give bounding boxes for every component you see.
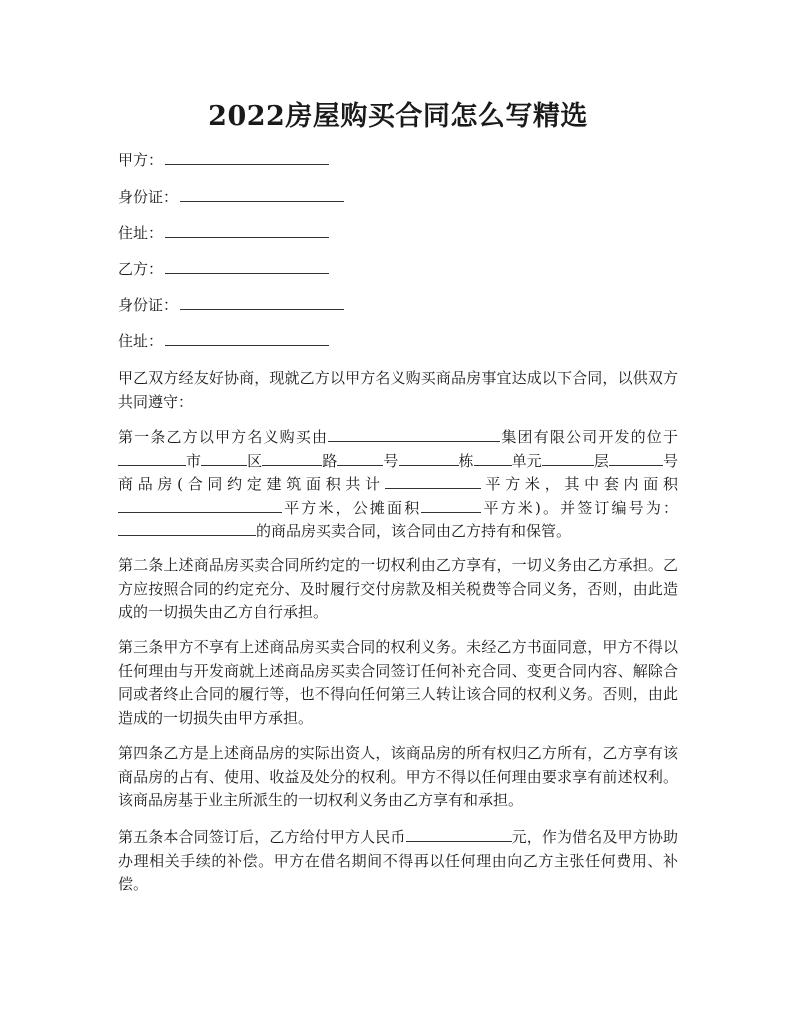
party-a-address-blank[interactable] bbox=[165, 223, 329, 238]
party-a-id-field bbox=[118, 187, 344, 207]
room-blank[interactable] bbox=[609, 451, 663, 466]
shared-area-label: 平方米)。并签订编号为： bbox=[481, 498, 678, 517]
floor-label: 层 bbox=[593, 451, 609, 470]
inner-area-blank[interactable] bbox=[118, 498, 282, 513]
article-1-paragraph bbox=[118, 426, 678, 544]
building-blank[interactable] bbox=[399, 451, 459, 466]
road-blank[interactable] bbox=[262, 451, 322, 466]
party-b-address-label: 住址： bbox=[118, 332, 164, 350]
city-label: 市 bbox=[186, 451, 202, 470]
article-4-text: 第四条乙方是上述商品房的实际出资人，该商品房的所有权归乙方所有，乙方享有该商品房的占有、使用、收益及处分的权利。甲方不得以任何理由要求享有前述权利。该商品房基于业主所派生的一切权利义务由乙方享有和承担。 bbox=[118, 744, 678, 809]
article-5-part2: 元，作为借名及甲方协助办理相关手续的补偿。甲方在借名期间不得再以任何理由向乙方主张任何费用、补偿。 bbox=[118, 828, 678, 893]
gross-area-blank[interactable] bbox=[385, 474, 481, 489]
party-a-label: 甲方： bbox=[118, 151, 164, 169]
inner-area-label: 平方米，公摊面积 bbox=[282, 498, 422, 517]
party-b-id-blank[interactable] bbox=[180, 295, 344, 310]
article-1-part1: 第一条乙方以甲方名义购买由 bbox=[118, 428, 329, 446]
article-2-text: 第二条上述商品房买卖合同所约定的一切权利由乙方享有，一切义务由乙方承担。乙方应按照合同的约定充分、及时履行交付房款及相关税费等合同义务，否则，由此造成的一切损失由乙方自行承担。 bbox=[118, 556, 678, 621]
party-b-field bbox=[118, 259, 329, 279]
article-5-paragraph bbox=[118, 826, 678, 897]
party-b-address-field bbox=[118, 331, 329, 351]
unit-label: 单元 bbox=[511, 451, 542, 470]
payment-amount-blank[interactable] bbox=[406, 827, 512, 842]
article-3-paragraph bbox=[118, 636, 678, 730]
article-5-part1: 第五条本合同签订后，乙方给付甲方人民币 bbox=[118, 828, 406, 846]
shared-area-blank[interactable] bbox=[421, 498, 481, 513]
article-4-paragraph bbox=[118, 742, 678, 813]
article-2-paragraph bbox=[118, 554, 678, 625]
unit-blank[interactable] bbox=[474, 451, 512, 466]
floor-blank[interactable] bbox=[542, 451, 594, 466]
city-blank[interactable] bbox=[118, 451, 186, 466]
contract-number-blank[interactable] bbox=[118, 521, 256, 536]
party-b-address-blank[interactable] bbox=[165, 331, 329, 346]
party-a-address-field bbox=[118, 223, 329, 243]
road-label: 路 bbox=[322, 451, 338, 470]
district-label: 区 bbox=[247, 451, 263, 470]
number-blank[interactable] bbox=[337, 451, 383, 466]
district-blank[interactable] bbox=[201, 451, 247, 466]
party-a-id-blank[interactable] bbox=[180, 187, 344, 202]
article-1-end: 的商品房买卖合同，该合同由乙方持有和保管。 bbox=[256, 522, 572, 540]
party-b-id-label: 身份证： bbox=[118, 296, 179, 314]
party-b-id-field bbox=[118, 295, 344, 315]
party-a-field bbox=[118, 150, 329, 170]
room-label: 号商品房(合同约定建筑面积共计 bbox=[118, 451, 678, 493]
party-a-id-label: 身份证： bbox=[118, 188, 179, 206]
intro-text: 甲乙双方经友好协商，现就乙方以甲方名义购买商品房事宜达成以下合同，以供双方共同遵守： bbox=[118, 369, 678, 411]
party-a-address-label: 住址： bbox=[118, 224, 164, 242]
party-b-label: 乙方： bbox=[118, 260, 164, 278]
gross-area-label: 平方米，其中套内面积 bbox=[480, 475, 678, 493]
article-3-text: 第三条甲方不享有上述商品房买卖合同的权利义务。未经乙方书面同意，甲方不得以任何理由与开发商就上述商品房买卖合同签订任何补充合同、变更合同内容、解除合同或者终止合同的履行等，也不得向任何第三人转让该合同的权利义务。否则，由此造成的一切损失由甲方承担。 bbox=[118, 638, 678, 727]
party-b-blank[interactable] bbox=[165, 259, 329, 274]
document-title: 2022房屋购买合同怎么写精选 bbox=[208, 101, 588, 132]
article-5-text bbox=[118, 826, 678, 897]
article-1-part2: 集团有限公司开发的位于 bbox=[500, 428, 678, 446]
party-a-blank[interactable] bbox=[165, 150, 329, 165]
developer-blank[interactable] bbox=[328, 427, 500, 442]
intro-paragraph bbox=[118, 367, 678, 414]
building-label: 栋 bbox=[458, 451, 474, 470]
number-label: 号 bbox=[383, 451, 399, 470]
article-1-text bbox=[118, 426, 678, 544]
